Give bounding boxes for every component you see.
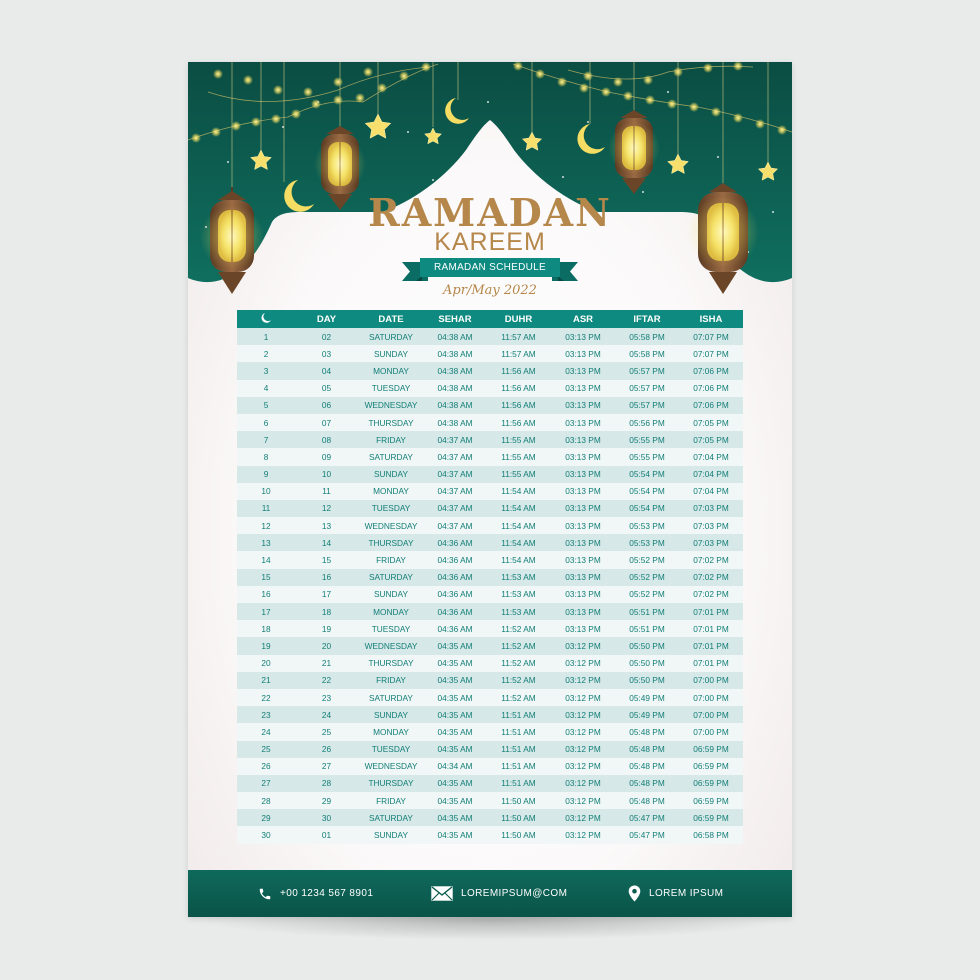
date-cell: FRIDAY [358, 551, 424, 568]
day-cell: 10 [295, 466, 358, 483]
table-row [237, 603, 743, 620]
ramadan-day-cell: 3 [237, 362, 295, 379]
sehar-cell: 04:35 AM [424, 826, 486, 843]
asr-cell: 03:13 PM [551, 466, 615, 483]
duhr-cell: 11:55 AM [486, 466, 551, 483]
sehar-cell: 04:35 AM [424, 689, 486, 706]
iftar-cell: 05:57 PM [615, 362, 679, 379]
ramadan-day-cell: 20 [237, 655, 295, 672]
table-row [237, 809, 743, 826]
iftar-cell: 05:49 PM [615, 706, 679, 723]
isha-cell: 07:01 PM [679, 620, 743, 637]
sehar-cell: 04:35 AM [424, 809, 486, 826]
ramadan-day-cell: 22 [237, 689, 295, 706]
ramadan-day-cell: 26 [237, 758, 295, 775]
duhr-cell: 11:56 AM [486, 380, 551, 397]
date-cell: SATURDAY [358, 328, 424, 345]
asr-cell: 03:12 PM [551, 758, 615, 775]
date-cell: SUNDAY [358, 586, 424, 603]
table-row [237, 483, 743, 500]
day-cell: 30 [295, 809, 358, 826]
day-cell: 04 [295, 362, 358, 379]
asr-cell: 03:12 PM [551, 637, 615, 654]
table-row [237, 741, 743, 758]
day-cell: 18 [295, 603, 358, 620]
ramadan-day-cell: 12 [237, 517, 295, 534]
isha-cell: 07:07 PM [679, 345, 743, 362]
isha-cell: 07:00 PM [679, 672, 743, 689]
table-row [237, 414, 743, 431]
date-cell: SATURDAY [358, 448, 424, 465]
date-cell: SATURDAY [358, 569, 424, 586]
day-cell: 22 [295, 672, 358, 689]
ramadan-day-cell: 15 [237, 569, 295, 586]
table-row [237, 758, 743, 775]
iftar-cell: 05:50 PM [615, 672, 679, 689]
table-row [237, 448, 743, 465]
ramadan-day-cell: 6 [237, 414, 295, 431]
isha-cell: 06:59 PM [679, 809, 743, 826]
date-cell: FRIDAY [358, 431, 424, 448]
sehar-cell: 04:37 AM [424, 431, 486, 448]
sehar-cell: 04:37 AM [424, 483, 486, 500]
table-row [237, 569, 743, 586]
sehar-cell: 04:37 AM [424, 448, 486, 465]
day-cell: 17 [295, 586, 358, 603]
isha-cell: 06:59 PM [679, 792, 743, 809]
table-row [237, 362, 743, 379]
isha-cell: 07:02 PM [679, 551, 743, 568]
column-header-sehar: SEHAR [424, 310, 486, 328]
footer-phone [258, 870, 373, 917]
iftar-cell: 05:53 PM [615, 534, 679, 551]
table-row [237, 534, 743, 551]
isha-cell: 06:59 PM [679, 741, 743, 758]
isha-cell: 06:58 PM [679, 826, 743, 843]
duhr-cell: 11:51 AM [486, 758, 551, 775]
asr-cell: 03:12 PM [551, 826, 615, 843]
duhr-cell: 11:54 AM [486, 551, 551, 568]
column-header-date: DATE [358, 310, 424, 328]
day-cell: 24 [295, 706, 358, 723]
footer-location-text: LOREM IPSUM [649, 888, 724, 899]
asr-cell: 03:13 PM [551, 380, 615, 397]
footer-location [628, 870, 723, 917]
asr-cell: 03:13 PM [551, 345, 615, 362]
day-cell: 08 [295, 431, 358, 448]
duhr-cell: 11:52 AM [486, 655, 551, 672]
iftar-cell: 05:48 PM [615, 792, 679, 809]
table-row [237, 620, 743, 637]
isha-cell: 07:06 PM [679, 397, 743, 414]
asr-cell: 03:13 PM [551, 328, 615, 345]
table-body [237, 328, 743, 844]
date-cell: THURSDAY [358, 414, 424, 431]
date-cell: SUNDAY [358, 345, 424, 362]
date-cell: THURSDAY [358, 534, 424, 551]
duhr-cell: 11:51 AM [486, 775, 551, 792]
duhr-cell: 11:52 AM [486, 620, 551, 637]
iftar-cell: 05:52 PM [615, 569, 679, 586]
sehar-cell: 04:35 AM [424, 775, 486, 792]
column-header-day: DAY [295, 310, 358, 328]
isha-cell: 07:02 PM [679, 569, 743, 586]
isha-cell: 07:00 PM [679, 706, 743, 723]
table-row [237, 655, 743, 672]
table-row [237, 397, 743, 414]
sehar-cell: 04:35 AM [424, 672, 486, 689]
date-cell: THURSDAY [358, 655, 424, 672]
ramadan-day-cell: 29 [237, 809, 295, 826]
ramadan-day-cell: 9 [237, 466, 295, 483]
day-cell: 07 [295, 414, 358, 431]
asr-cell: 03:12 PM [551, 741, 615, 758]
ramadan-day-cell: 28 [237, 792, 295, 809]
duhr-cell: 11:57 AM [486, 345, 551, 362]
day-cell: 27 [295, 758, 358, 775]
asr-cell: 03:13 PM [551, 620, 615, 637]
ramadan-day-cell: 11 [237, 500, 295, 517]
asr-cell: 03:13 PM [551, 586, 615, 603]
iftar-cell: 05:57 PM [615, 380, 679, 397]
sehar-cell: 04:36 AM [424, 586, 486, 603]
date-subtitle: Apr/May 2022 [443, 283, 537, 298]
duhr-cell: 11:50 AM [486, 826, 551, 843]
date-cell: WEDNESDAY [358, 637, 424, 654]
isha-cell: 07:06 PM [679, 362, 743, 379]
date-cell: TUESDAY [358, 380, 424, 397]
sehar-cell: 04:36 AM [424, 569, 486, 586]
ramadan-day-cell: 17 [237, 603, 295, 620]
footer-email [431, 870, 567, 917]
day-cell: 16 [295, 569, 358, 586]
duhr-cell: 11:57 AM [486, 328, 551, 345]
ramadan-schedule-poster [188, 62, 792, 917]
duhr-cell: 11:56 AM [486, 414, 551, 431]
table-header-row [237, 310, 743, 328]
day-cell: 01 [295, 826, 358, 843]
table-row [237, 517, 743, 534]
iftar-cell: 05:52 PM [615, 551, 679, 568]
date-cell: TUESDAY [358, 500, 424, 517]
footer-phone-text: +00 1234 567 8901 [280, 888, 374, 899]
column-header-asr: ASR [551, 310, 615, 328]
table-row [237, 672, 743, 689]
asr-cell: 03:12 PM [551, 655, 615, 672]
date-cell: THURSDAY [358, 775, 424, 792]
asr-cell: 03:12 PM [551, 672, 615, 689]
day-cell: 09 [295, 448, 358, 465]
duhr-cell: 11:54 AM [486, 517, 551, 534]
duhr-cell: 11:56 AM [486, 362, 551, 379]
date-cell: WEDNESDAY [358, 758, 424, 775]
duhr-cell: 11:53 AM [486, 603, 551, 620]
isha-cell: 07:00 PM [679, 689, 743, 706]
date-cell: SUNDAY [358, 466, 424, 483]
duhr-cell: 11:56 AM [486, 397, 551, 414]
duhr-cell: 11:55 AM [486, 448, 551, 465]
sehar-cell: 04:35 AM [424, 723, 486, 740]
sehar-cell: 04:35 AM [424, 706, 486, 723]
ramadan-day-cell: 19 [237, 637, 295, 654]
date-cell: MONDAY [358, 603, 424, 620]
isha-cell: 06:59 PM [679, 758, 743, 775]
sehar-cell: 04:36 AM [424, 534, 486, 551]
iftar-cell: 05:55 PM [615, 431, 679, 448]
asr-cell: 03:13 PM [551, 397, 615, 414]
column-header-duhr: DUHR [486, 310, 551, 328]
duhr-cell: 11:54 AM [486, 500, 551, 517]
sehar-cell: 04:34 AM [424, 758, 486, 775]
schedule-table [237, 310, 743, 844]
day-cell: 13 [295, 517, 358, 534]
isha-cell: 07:02 PM [679, 586, 743, 603]
day-cell: 29 [295, 792, 358, 809]
asr-cell: 03:12 PM [551, 809, 615, 826]
table-row [237, 345, 743, 362]
sehar-cell: 04:37 AM [424, 466, 486, 483]
table-row [237, 723, 743, 740]
isha-cell: 07:03 PM [679, 517, 743, 534]
sehar-cell: 04:38 AM [424, 345, 486, 362]
ramadan-day-cell: 18 [237, 620, 295, 637]
day-cell: 26 [295, 741, 358, 758]
asr-cell: 03:13 PM [551, 569, 615, 586]
date-cell: MONDAY [358, 483, 424, 500]
table-row [237, 466, 743, 483]
day-cell: 21 [295, 655, 358, 672]
iftar-cell: 05:54 PM [615, 466, 679, 483]
date-cell: TUESDAY [358, 620, 424, 637]
ramadan-day-cell: 2 [237, 345, 295, 362]
table-row [237, 586, 743, 603]
day-cell: 05 [295, 380, 358, 397]
sehar-cell: 04:38 AM [424, 328, 486, 345]
day-cell: 20 [295, 637, 358, 654]
table-row [237, 706, 743, 723]
day-cell: 19 [295, 620, 358, 637]
title-ramadan: RAMADAN [368, 190, 612, 235]
duhr-cell: 11:50 AM [486, 809, 551, 826]
iftar-cell: 05:54 PM [615, 483, 679, 500]
duhr-cell: 11:53 AM [486, 586, 551, 603]
iftar-cell: 05:48 PM [615, 775, 679, 792]
ramadan-day-cell: 1 [237, 328, 295, 345]
isha-cell: 07:04 PM [679, 448, 743, 465]
iftar-cell: 05:51 PM [615, 603, 679, 620]
iftar-cell: 05:52 PM [615, 586, 679, 603]
iftar-cell: 05:54 PM [615, 500, 679, 517]
iftar-cell: 05:51 PM [615, 620, 679, 637]
isha-cell: 07:01 PM [679, 603, 743, 620]
sehar-cell: 04:37 AM [424, 500, 486, 517]
day-cell: 02 [295, 328, 358, 345]
asr-cell: 03:13 PM [551, 431, 615, 448]
duhr-cell: 11:53 AM [486, 569, 551, 586]
envelope-icon [431, 886, 453, 901]
sehar-cell: 04:37 AM [424, 517, 486, 534]
date-cell: FRIDAY [358, 792, 424, 809]
asr-cell: 03:13 PM [551, 414, 615, 431]
date-cell: SUNDAY [358, 826, 424, 843]
iftar-cell: 05:49 PM [615, 689, 679, 706]
asr-cell: 03:12 PM [551, 775, 615, 792]
sehar-cell: 04:38 AM [424, 380, 486, 397]
iftar-cell: 05:48 PM [615, 741, 679, 758]
isha-cell: 07:00 PM [679, 723, 743, 740]
date-cell: MONDAY [358, 723, 424, 740]
iftar-cell: 05:58 PM [615, 345, 679, 362]
ramadan-day-cell: 14 [237, 551, 295, 568]
ramadan-day-cell: 25 [237, 741, 295, 758]
isha-cell: 07:01 PM [679, 637, 743, 654]
table-row [237, 775, 743, 792]
duhr-cell: 11:54 AM [486, 483, 551, 500]
table-row [237, 380, 743, 397]
duhr-cell: 11:51 AM [486, 741, 551, 758]
asr-cell: 03:12 PM [551, 706, 615, 723]
ramadan-day-cell: 4 [237, 380, 295, 397]
sehar-cell: 04:36 AM [424, 603, 486, 620]
isha-cell: 07:05 PM [679, 431, 743, 448]
header-icon-cell [237, 310, 295, 328]
iftar-cell: 05:50 PM [615, 637, 679, 654]
date-cell: SATURDAY [358, 689, 424, 706]
asr-cell: 03:13 PM [551, 362, 615, 379]
day-cell: 25 [295, 723, 358, 740]
duhr-cell: 11:54 AM [486, 534, 551, 551]
asr-cell: 03:13 PM [551, 448, 615, 465]
isha-cell: 07:05 PM [679, 414, 743, 431]
date-cell: MONDAY [358, 362, 424, 379]
day-cell: 28 [295, 775, 358, 792]
isha-cell: 07:07 PM [679, 328, 743, 345]
table-row [237, 551, 743, 568]
ramadan-day-cell: 8 [237, 448, 295, 465]
footer-email-text: LOREMIPSUM@COM [461, 888, 568, 899]
duhr-cell: 11:51 AM [486, 723, 551, 740]
ramadan-day-cell: 13 [237, 534, 295, 551]
duhr-cell: 11:52 AM [486, 689, 551, 706]
asr-cell: 03:12 PM [551, 723, 615, 740]
title-kareem: KAREEM [434, 228, 546, 256]
date-cell: WEDNESDAY [358, 517, 424, 534]
isha-cell: 06:59 PM [679, 775, 743, 792]
ramadan-day-cell: 21 [237, 672, 295, 689]
asr-cell: 03:13 PM [551, 483, 615, 500]
day-cell: 11 [295, 483, 358, 500]
location-pin-icon [628, 885, 641, 902]
sehar-cell: 04:36 AM [424, 620, 486, 637]
asr-cell: 03:13 PM [551, 534, 615, 551]
ramadan-day-cell: 5 [237, 397, 295, 414]
asr-cell: 03:12 PM [551, 689, 615, 706]
footer-bar [188, 870, 792, 917]
asr-cell: 03:13 PM [551, 517, 615, 534]
duhr-cell: 11:52 AM [486, 672, 551, 689]
iftar-cell: 05:47 PM [615, 809, 679, 826]
table-row [237, 792, 743, 809]
duhr-cell: 11:52 AM [486, 637, 551, 654]
ramadan-day-cell: 30 [237, 826, 295, 843]
sehar-cell: 04:36 AM [424, 551, 486, 568]
table-row [237, 689, 743, 706]
table-row [237, 500, 743, 517]
sehar-cell: 04:35 AM [424, 741, 486, 758]
crescent-moon-icon [260, 312, 272, 324]
day-cell: 03 [295, 345, 358, 362]
iftar-cell: 05:58 PM [615, 328, 679, 345]
ramadan-day-cell: 24 [237, 723, 295, 740]
sehar-cell: 04:38 AM [424, 414, 486, 431]
date-cell: SATURDAY [358, 809, 424, 826]
date-cell: WEDNESDAY [358, 397, 424, 414]
isha-cell: 07:01 PM [679, 655, 743, 672]
date-cell: TUESDAY [358, 741, 424, 758]
column-header-iftar: IFTAR [615, 310, 679, 328]
ramadan-day-cell: 10 [237, 483, 295, 500]
ramadan-day-cell: 27 [237, 775, 295, 792]
iftar-cell: 05:50 PM [615, 655, 679, 672]
sehar-cell: 04:35 AM [424, 792, 486, 809]
sehar-cell: 04:38 AM [424, 397, 486, 414]
duhr-cell: 11:55 AM [486, 431, 551, 448]
iftar-cell: 05:53 PM [615, 517, 679, 534]
asr-cell: 03:13 PM [551, 603, 615, 620]
asr-cell: 03:12 PM [551, 792, 615, 809]
date-cell: SUNDAY [358, 706, 424, 723]
iftar-cell: 05:56 PM [615, 414, 679, 431]
asr-cell: 03:13 PM [551, 551, 615, 568]
sehar-cell: 04:35 AM [424, 655, 486, 672]
day-cell: 12 [295, 500, 358, 517]
day-cell: 06 [295, 397, 358, 414]
ramadan-day-cell: 16 [237, 586, 295, 603]
iftar-cell: 05:48 PM [615, 723, 679, 740]
iftar-cell: 05:57 PM [615, 397, 679, 414]
ribbon-label: RAMADAN SCHEDULE [433, 262, 547, 273]
asr-cell: 03:13 PM [551, 500, 615, 517]
day-cell: 23 [295, 689, 358, 706]
sehar-cell: 04:38 AM [424, 362, 486, 379]
ramadan-day-cell: 7 [237, 431, 295, 448]
date-cell: FRIDAY [358, 672, 424, 689]
table-row [237, 328, 743, 345]
duhr-cell: 11:51 AM [486, 706, 551, 723]
day-cell: 15 [295, 551, 358, 568]
column-header-isha: ISHA [679, 310, 743, 328]
iftar-cell: 05:47 PM [615, 826, 679, 843]
isha-cell: 07:04 PM [679, 466, 743, 483]
sehar-cell: 04:35 AM [424, 637, 486, 654]
isha-cell: 07:03 PM [679, 500, 743, 517]
isha-cell: 07:06 PM [679, 380, 743, 397]
isha-cell: 07:04 PM [679, 483, 743, 500]
table-row [237, 637, 743, 654]
iftar-cell: 05:55 PM [615, 448, 679, 465]
table-row [237, 826, 743, 843]
day-cell: 14 [295, 534, 358, 551]
duhr-cell: 11:50 AM [486, 792, 551, 809]
table-row [237, 431, 743, 448]
phone-icon [258, 887, 272, 901]
ramadan-day-cell: 23 [237, 706, 295, 723]
iftar-cell: 05:48 PM [615, 758, 679, 775]
isha-cell: 07:03 PM [679, 534, 743, 551]
